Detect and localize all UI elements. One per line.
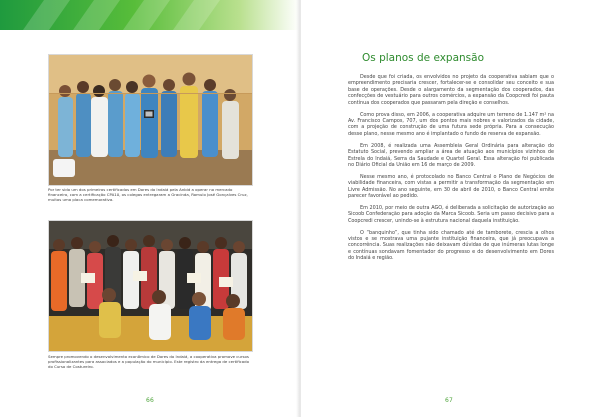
paragraph: Em 2008, é realizada uma Assembleia Geral Ordinária para alteração do Estatuto Social, prevendo ampliar a área de atuação aos municípios vizinhos de Estrela do Indaiá, Serra da Saudade e Quartel Geral. Essa alteração foi publicada no Diário Oficial da União em 16 de março de 2009. (348, 142, 554, 169)
page-title: Os planos de expansão (362, 52, 485, 64)
paragraph: Em 2010, por meio de outra AGO, é deliberada a solicitação de autorização ao Sicoob Confederação para adoção da Marca Sicoob. Seria um passo decisivo para a Coopcredi crescer, unindo-se à estrutura nacional daquela instituição. (348, 204, 554, 224)
page-number: 66 (146, 397, 155, 404)
group-photo-certificates (48, 220, 253, 352)
paragraph: Desde que foi criada, os envolvidos no projeto da cooperativa sabiam que o empreendimento precisaria crescer, fortalecer-se e consolidar seu conceito e sua base de operações. Desde o alargamento da segmentação dos cooperados, das confecções de vestuário para outros comércios, a expansão da Coopcredi foi pauta contínua dos cooperados que passaram pela direção e conselhos. (348, 74, 554, 106)
group-photo-plaque (48, 54, 253, 186)
photo-caption: Por ter sido um dos primeiros certificados em Dores do Indaiá pela Anbid a operar no mercado financeiro, com a certificação CPA10, os colegas entregaram a Gracinda, Romulo José Gonçalves Cruz, muitos uma placa comemorativa. (48, 187, 248, 203)
page-number: 67 (445, 397, 454, 404)
paragraph: Nesse mesmo ano, é protocolado no Banco Central o Plano de Negócios de viabilidade financeira, com vistas a permitir a transformação da segmentação em Livre Admissão. No ano seguinte, em 30 de abril de 2010, o Banco Central emite parecer favorável ao pedido. (348, 173, 554, 200)
photo-caption: Sempre promovendo o desenvolvimento econômico de Dores do Indaiá, a cooperativa promove cursos profissionalizantes para associados e a população do município. Este registro da entrega de certificado do Curso de Costureiro. (48, 354, 250, 370)
article-body (348, 74, 554, 267)
paragraph: Como prova disso, em 2006, a cooperativa adquire um terreno de 1.147 m² na Av. Francisco Campos, 707, um dos pontos mais nobres e valorizados da cidade, com a projeção de construção de uma futura sede própria. Para a consecução desse plano, nesse mesmo ano é implantado o fundo de reserva de expansão. (348, 111, 554, 137)
left-page (0, 0, 299, 417)
top-green-banner (0, 0, 299, 30)
paragraph: O “banquinho”, que tinha sido chamado até de tamborete, crescia a olhos vistos e se mostrava uma pujante instituição financeira, que já preocupava a concorrência. Suas realizações não deixavam dúvidas de que inúmeras lutas longe e contínuas sondavam fomentador do progresso e do desenvolvimento em Dores do Indaiá e região. (348, 229, 554, 262)
